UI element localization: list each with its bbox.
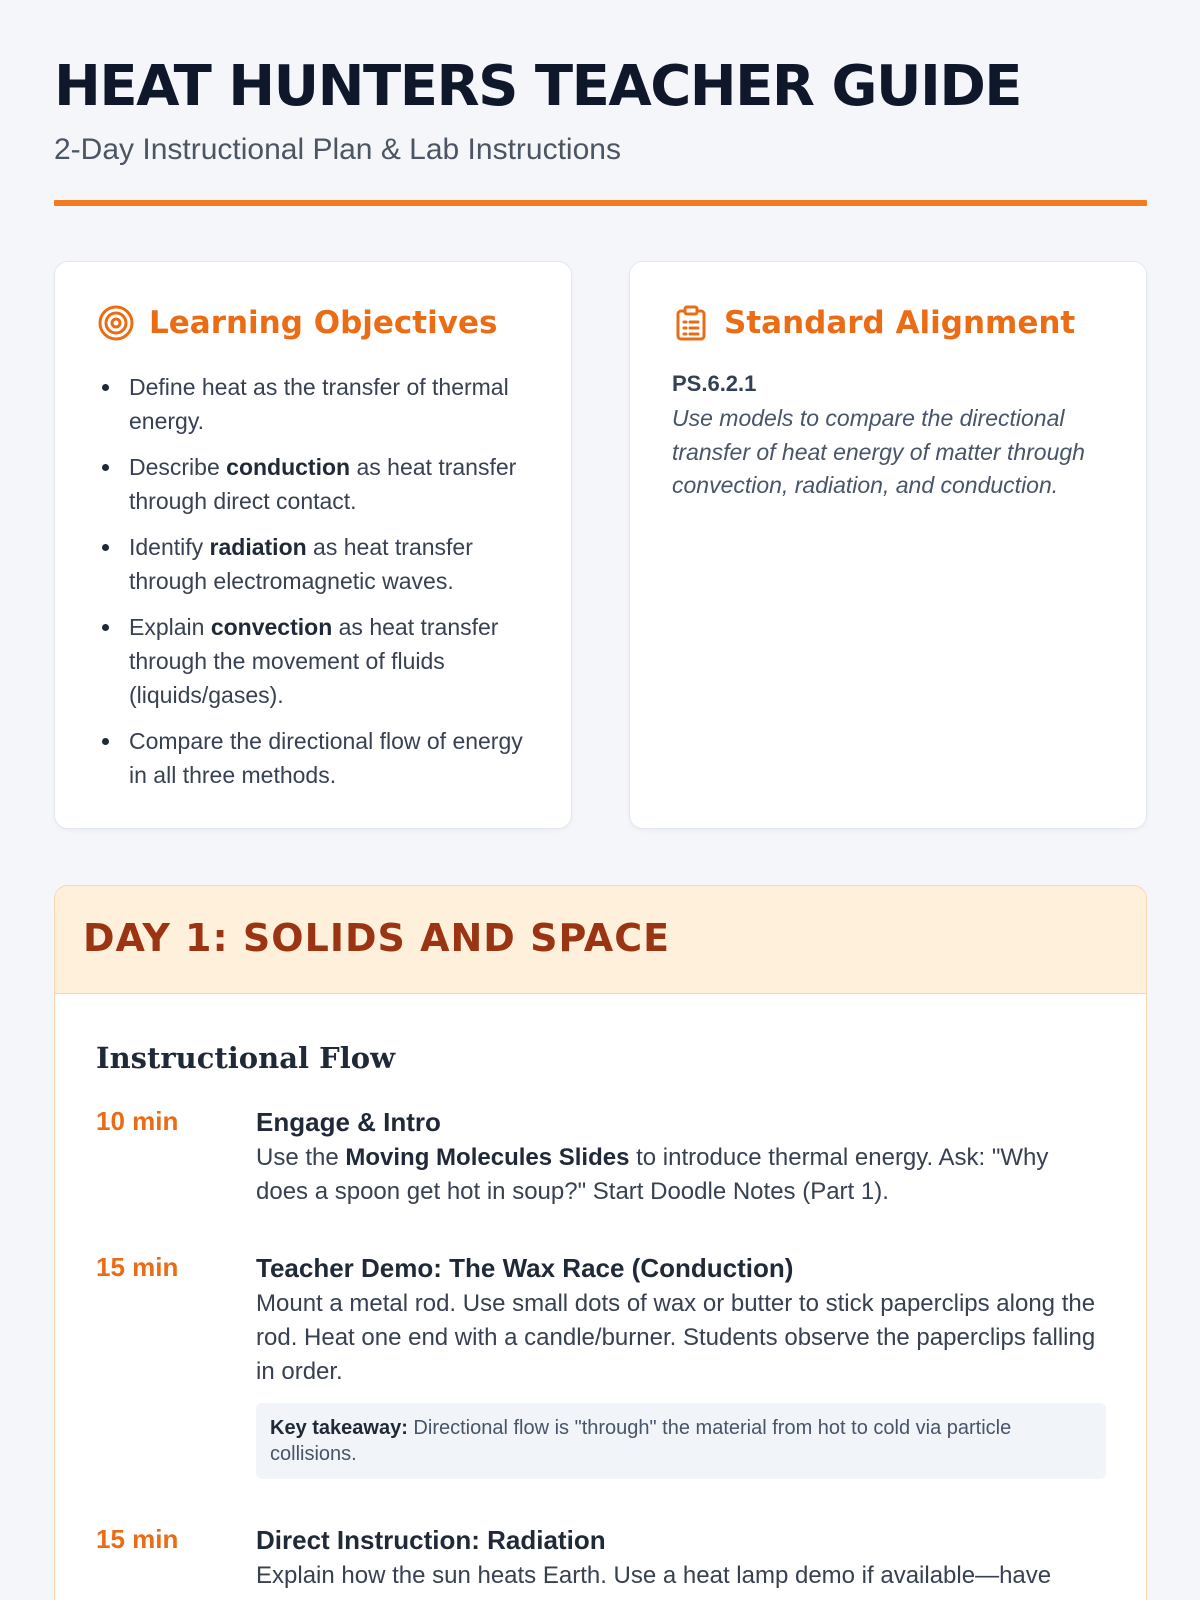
learning-objectives-title: Learning Objectives <box>149 305 498 341</box>
key-takeaway-label: Key takeaway: <box>270 1417 408 1439</box>
list-item: Define heat as the transfer of thermal energy. <box>97 370 537 438</box>
instructional-flow-title: Instructional Flow <box>96 1041 396 1075</box>
step-title: Engage & Intro <box>256 1107 441 1137</box>
header-divider <box>54 200 1147 206</box>
standard-alignment-title: Standard Alignment <box>724 305 1076 341</box>
step-description: Explain how the sun heats Earth. Use a heat lamp demo if available—have <box>256 1562 1052 1589</box>
page-subtitle: 2-Day Instructional Plan & Lab Instructions <box>54 133 621 166</box>
target-icon <box>97 304 135 342</box>
day-1-title: DAY 1: SOLIDS AND SPACE <box>83 916 671 960</box>
learning-objectives-card <box>54 261 572 829</box>
day-1-header <box>55 886 1146 994</box>
standard-alignment-header <box>672 304 1075 342</box>
list-item: Explain convection as heat transfer through the movement of fluids (liquids/gases). <box>97 610 537 712</box>
standard-description: Use models to compare the directional transfer of heat energy of matter through convection, radiation, and conduction. <box>672 405 1085 498</box>
page-title: HEAT HUNTERS TEACHER GUIDE <box>54 54 1022 119</box>
day-1-section <box>54 885 1147 1600</box>
list-item: Identify radiation as heat transfer through electromagnetic waves. <box>97 530 537 598</box>
step-title: Direct Instruction: Radiation <box>256 1525 606 1555</box>
step-duration: 15 min <box>96 1252 179 1282</box>
standard-code: PS.6.2.1 <box>672 371 757 396</box>
step-description: Use the Moving Molecules Slides to introduce thermal energy. Ask: "Why does a spoon get hot in soup?" Start Doodle Notes (Part 1). <box>256 1144 1049 1205</box>
clipboard-icon <box>672 304 710 342</box>
list-item: Compare the directional flow of energy in all three methods. <box>97 724 537 792</box>
standard-alignment-card <box>629 261 1147 829</box>
step-title: Teacher Demo: The Wax Race (Conduction) <box>256 1253 794 1283</box>
step-duration: 15 min <box>96 1524 179 1554</box>
key-takeaway-box <box>256 1403 1106 1479</box>
step-description: Mount a metal rod. Use small dots of wax or butter to stick paperclips along the rod. Heat one end with a candle/burner. Students observe the paperclips falling in order. <box>256 1290 1096 1385</box>
objectives-list <box>97 370 537 804</box>
step-duration: 10 min <box>96 1106 179 1136</box>
learning-objectives-header <box>97 304 497 342</box>
key-takeaway-text: Directional flow is "through" the material from hot to cold via particle collisions. <box>270 1417 1012 1465</box>
list-item: Describe conduction as heat transfer through direct contact. <box>97 450 537 518</box>
